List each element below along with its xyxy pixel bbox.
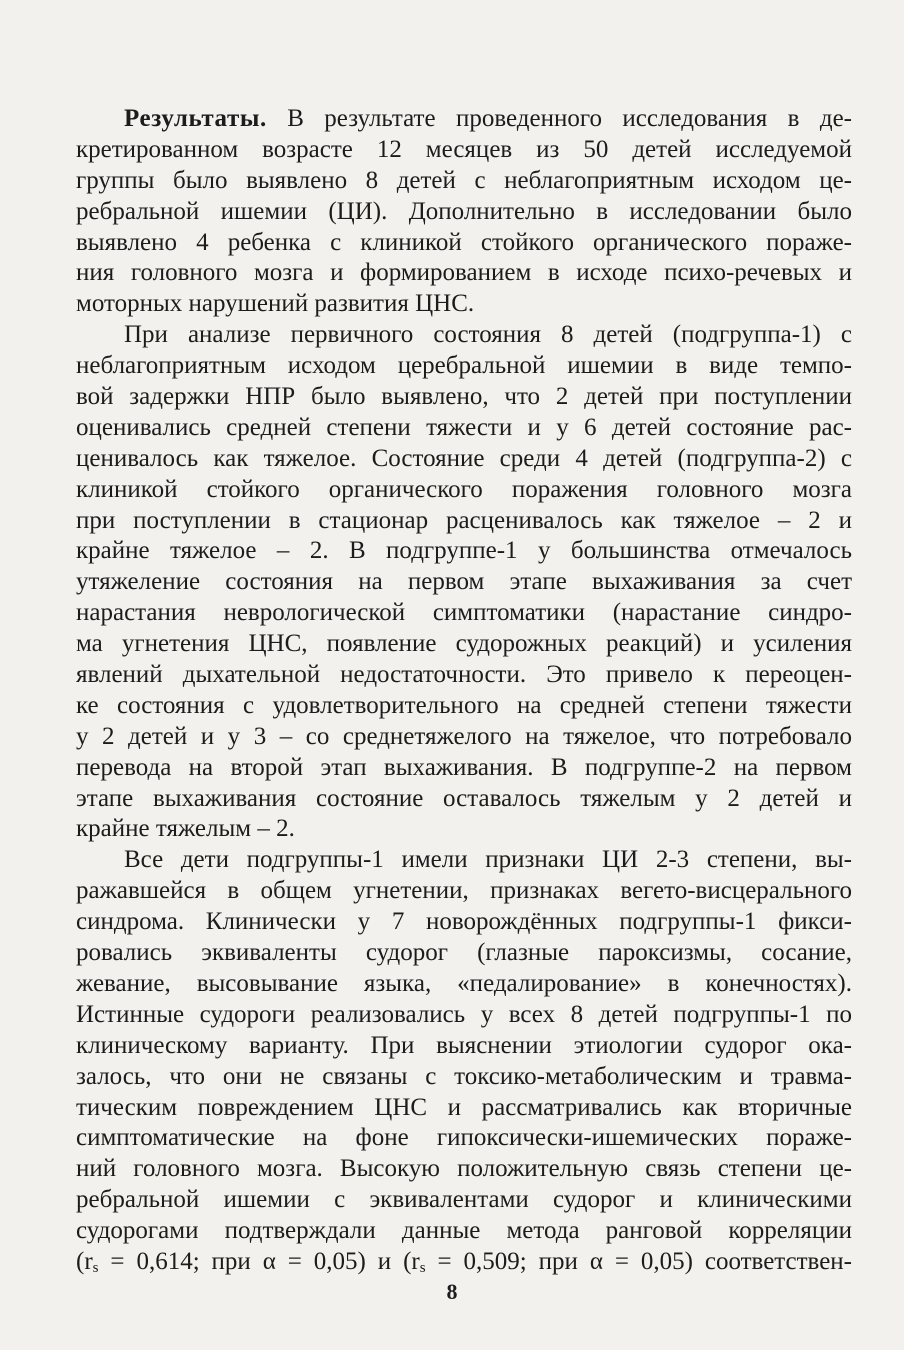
text-line: ний головного мозга. Высокую положительную связь степени це- (76, 1155, 852, 1183)
paragraph-seizures (76, 845, 852, 1277)
paragraph-results (76, 104, 852, 320)
text-line: ма угнетения ЦНС, появление судорожных реакций) и усиления (76, 630, 852, 658)
document-body (76, 104, 852, 1278)
text-line: оценивались средней степени тяжести и у 6 детей состояние рас- (76, 413, 852, 441)
text-line: синдрома. Клинически у 7 новорождённых подгруппы-1 фикси- (76, 908, 852, 936)
text-line (76, 104, 852, 135)
text-line: крайне тяжелым – 2. (76, 815, 295, 843)
text-line: жевание, высовывание языка, «педалирование» в конечностях). (76, 969, 852, 997)
text-line: судорогами подтверждали данные метода ранговой корреляции (76, 1217, 852, 1245)
section-lead: Результаты. (124, 105, 267, 132)
text-line: утяжеление состояния на первом этапе выхаживания за счет (76, 568, 852, 596)
text-line: клиническому варианту. При выяснении этиологии судорог ока- (76, 1031, 852, 1059)
text-line: ценивалось как тяжелое. Состояние среди 4 детей (подгруппа-2) с (76, 444, 852, 472)
text-line: моторных нарушений развития ЦНС. (76, 290, 475, 318)
text-line: При анализе первичного состояния 8 детей (подгруппа-1) с (124, 321, 852, 349)
text-line: Все дети подгруппы-1 имели признаки ЦИ 2-3 степени, вы- (124, 846, 852, 874)
text-line: ребральной ишемии (ЦИ). Дополнительно в исследовании было (76, 197, 852, 225)
text-line: тическим повреждением ЦНС и рассматривались как вторичные (76, 1093, 852, 1121)
text-line-rest: В результате проведенного исследования в де- (266, 105, 852, 132)
text-line: ражавшейся в общем угнетении, признаках вегето-висцерального (76, 877, 852, 905)
page-number: 8 (446, 1279, 458, 1304)
text-fragment: = 0,614; при α = 0,05) и (r (98, 1247, 420, 1275)
text-line: при поступлении в стационар расценивалось как тяжелое – 2 и (76, 506, 852, 534)
text-line: вой задержки НПР было выявлено, что 2 детей при поступлении (76, 383, 852, 411)
text-line: крайне тяжелое – 2. В подгруппе-1 у большинства отмечалось (76, 537, 852, 565)
text-line: этапе выхаживания состояние оставалось тяжелым у 2 детей и (76, 784, 852, 812)
text-line-correlation (76, 1247, 852, 1278)
text-line: выявлено 4 ребенка с клиникой стойкого органического пораже- (76, 228, 852, 256)
text-line: залось, что они не связаны с токсико-метаболическим и травма- (76, 1062, 852, 1090)
text-line: симптоматические на фоне гипоксически-ишемических пораже- (76, 1124, 852, 1152)
text-line: явлений дыхательной недостаточности. Это привело к переоцен- (76, 661, 852, 689)
text-line: у 2 детей и у 3 – со среднетяжелого на тяжелое, что потребовало (76, 722, 852, 750)
text-line: кретированном возрасте 12 месяцев из 50 детей исследуемой (76, 135, 852, 163)
subscript-s: s (419, 1259, 426, 1276)
text-line: перевода на второй этап выхаживания. В подгруппе-2 на первом (76, 753, 852, 781)
text-line: группы было выявлено 8 детей с неблагоприятным исходом це- (76, 166, 852, 194)
text-fragment: = 0,509; при α = 0,05) соответствен- (425, 1247, 853, 1275)
text-line: ке состояния с удовлетворительного на средней степени тяжести (76, 691, 852, 719)
subscript-s: s (92, 1259, 99, 1276)
text-line: Истинные судороги реализовались у всех 8 детей подгруппы-1 по (76, 1000, 852, 1028)
text-line: ребральной ишемии с эквивалентами судорог и клиническими (76, 1186, 852, 1214)
text-line: ровались эквиваленты судорог (глазные пароксизмы, сосание, (76, 939, 852, 967)
text-line: неблагоприятным исходом церебральной ишемии в виде темпо- (76, 352, 852, 380)
paragraph-analysis (76, 320, 852, 845)
text-line: ния головного мозга и формированием в исходе психо-речевых и (76, 259, 852, 287)
text-line: нарастания неврологической симптоматики (нарастание синдро- (76, 599, 852, 627)
text-fragment: (r (76, 1247, 93, 1275)
text-line: клиникой стойкого органического поражения головного мозга (76, 475, 852, 503)
